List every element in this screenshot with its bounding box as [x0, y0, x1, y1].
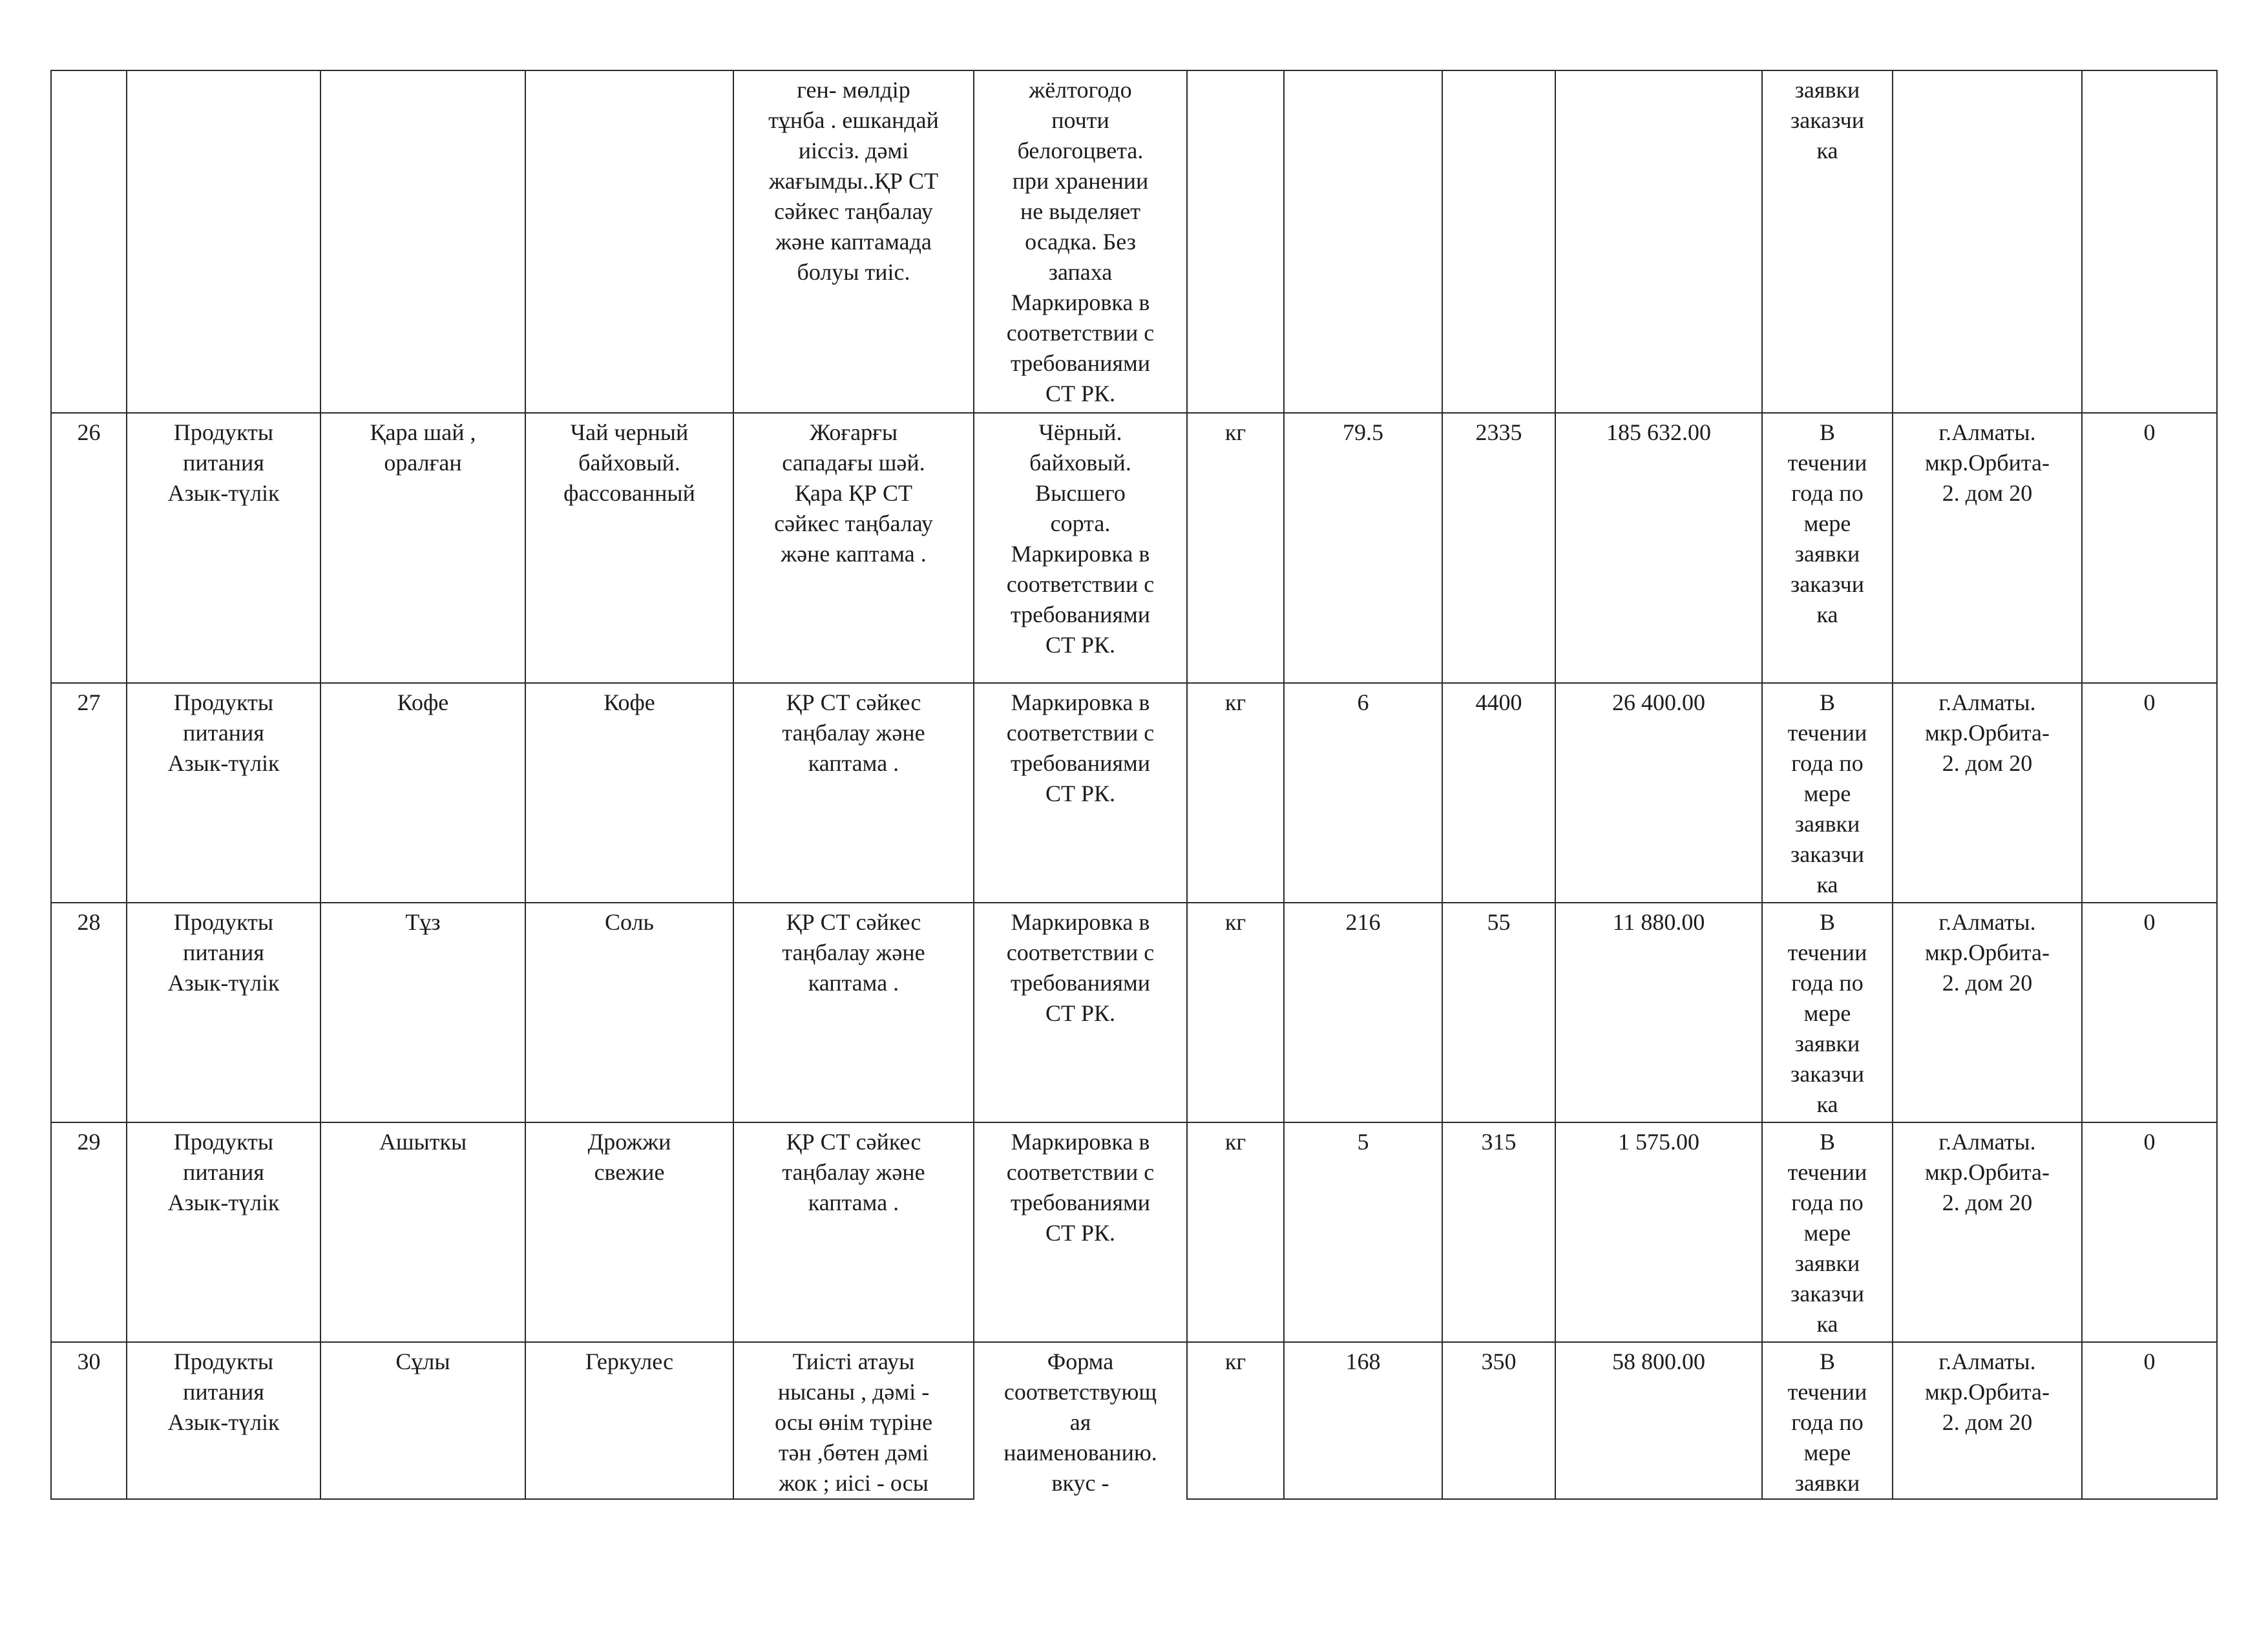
- cell-price: 4400: [1442, 683, 1555, 903]
- cell-spec-ru: Маркировка в соответствии с требованиями СТ РК.: [974, 903, 1187, 1122]
- procurement-table: [50, 70, 2218, 1500]
- cell-sum: 58 800.00: [1555, 1342, 1762, 1499]
- cell-qty: 216: [1284, 903, 1442, 1122]
- cell-num: 28: [51, 903, 127, 1122]
- cell-qty: [1284, 70, 1442, 413]
- table-row: [51, 1342, 2217, 1499]
- cell-term: В течении года по мере заявки заказчи ка: [1762, 413, 1893, 683]
- table-row: [51, 683, 2217, 903]
- cell-name-kz: Кофе: [320, 683, 525, 903]
- cell-unit: кг: [1187, 903, 1284, 1122]
- cell-name-kz: Қара шай , оралған: [320, 413, 525, 683]
- cell-term: В течении года по мере заявки заказчи ка: [1762, 903, 1893, 1122]
- cell-advance: 0: [2082, 683, 2217, 903]
- cell-category: Продукты питания Азык-түлік: [127, 1342, 320, 1499]
- cell-place: г.Алматы. мкр.Орбита- 2. дом 20: [1893, 683, 2082, 903]
- cell-spec-kz: ҚР СТ сәйкес таңбалау және каптама .: [733, 903, 974, 1122]
- cell-category: [127, 70, 320, 413]
- cell-place: [1893, 70, 2082, 413]
- cell-sum: 26 400.00: [1555, 683, 1762, 903]
- cell-advance: 0: [2082, 413, 2217, 683]
- cell-spec-kz: Тиісті атауы нысаны , дәмі - осы өнім түріне тән ,бөтен дәмі жок ; иісі - осы: [733, 1342, 974, 1499]
- cell-unit: кг: [1187, 1342, 1284, 1499]
- cell-advance: [2082, 70, 2217, 413]
- cell-price: [1442, 70, 1555, 413]
- cell-spec-ru: жёлтогодо почти белогоцвета. при хранении не выделяет осадка. Без запаха Маркировка в соответствии с требованиями СТ РК.: [974, 70, 1187, 413]
- cell-sum: 1 575.00: [1555, 1122, 1762, 1342]
- table-row: [51, 903, 2217, 1122]
- cell-category: Продукты питания Азык-түлік: [127, 413, 320, 683]
- cell-price: 315: [1442, 1122, 1555, 1342]
- cell-advance: 0: [2082, 903, 2217, 1122]
- table-row: [51, 1122, 2217, 1342]
- cell-unit: кг: [1187, 413, 1284, 683]
- cell-name-kz: Сұлы: [320, 1342, 525, 1499]
- cell-name-kz: [320, 70, 525, 413]
- cell-advance: 0: [2082, 1122, 2217, 1342]
- cell-num: 30: [51, 1342, 127, 1499]
- cell-sum: [1555, 70, 1762, 413]
- cell-category: Продукты питания Азык-түлік: [127, 683, 320, 903]
- cell-name-ru: Чай черный байховый. фассованный: [525, 413, 733, 683]
- cell-sum: 11 880.00: [1555, 903, 1762, 1122]
- cell-qty: 5: [1284, 1122, 1442, 1342]
- cell-spec-ru: Форма соответствующ ая наименованию. вкус -: [974, 1342, 1187, 1499]
- cell-spec-kz: ген- мөлдір тұнба . ешкандай иіссіз. дәмі жағымды..ҚР СТ сәйкес таңбалау және каптамада болуы тиіс.: [733, 70, 974, 413]
- cell-place: г.Алматы. мкр.Орбита- 2. дом 20: [1893, 1122, 2082, 1342]
- cell-name-ru: Дрожжи свежие: [525, 1122, 733, 1342]
- cell-spec-ru: Маркировка в соответствии с требованиями СТ РК.: [974, 683, 1187, 903]
- cell-place: г.Алматы. мкр.Орбита- 2. дом 20: [1893, 903, 2082, 1122]
- cell-name-ru: Кофе: [525, 683, 733, 903]
- cell-spec-ru: Маркировка в соответствии с требованиями СТ РК.: [974, 1122, 1187, 1342]
- cell-category: Продукты питания Азык-түлік: [127, 903, 320, 1122]
- cell-price: 350: [1442, 1342, 1555, 1499]
- cell-unit: кг: [1187, 1122, 1284, 1342]
- cell-spec-kz: ҚР СТ сәйкес таңбалау және каптама .: [733, 1122, 974, 1342]
- cell-qty: 168: [1284, 1342, 1442, 1499]
- cell-qty: 79.5: [1284, 413, 1442, 683]
- cell-place: г.Алматы. мкр.Орбита- 2. дом 20: [1893, 1342, 2082, 1499]
- cell-unit: кг: [1187, 683, 1284, 903]
- cell-category: Продукты питания Азык-түлік: [127, 1122, 320, 1342]
- cell-sum: 185 632.00: [1555, 413, 1762, 683]
- cell-term: В течении года по мере заявки заказчи ка: [1762, 1122, 1893, 1342]
- cell-place: г.Алматы. мкр.Орбита- 2. дом 20: [1893, 413, 2082, 683]
- cell-name-ru: [525, 70, 733, 413]
- cell-spec-kz: ҚР СТ сәйкес таңбалау және каптама .: [733, 683, 974, 903]
- cell-name-ru: Соль: [525, 903, 733, 1122]
- cell-spec-ru: Чёрный. байховый. Высшего сорта. Маркировка в соответствии с требованиями СТ РК.: [974, 413, 1187, 683]
- cell-term: В течении года по мере заявки: [1762, 1342, 1893, 1499]
- table-row: [51, 70, 2217, 413]
- cell-name-ru: Геркулес: [525, 1342, 733, 1499]
- table-row: [51, 413, 2217, 683]
- cell-name-kz: Ашыткы: [320, 1122, 525, 1342]
- cell-spec-kz: Жоғарғы сападағы шәй. Қара ҚР СТ сәйкес таңбалау және каптама .: [733, 413, 974, 683]
- cell-qty: 6: [1284, 683, 1442, 903]
- cell-num: 27: [51, 683, 127, 903]
- cell-advance: 0: [2082, 1342, 2217, 1499]
- cell-num: 29: [51, 1122, 127, 1342]
- cell-name-kz: Тұз: [320, 903, 525, 1122]
- cell-price: 2335: [1442, 413, 1555, 683]
- cell-unit: [1187, 70, 1284, 413]
- cell-num: 26: [51, 413, 127, 683]
- cell-term: заявки заказчи ка: [1762, 70, 1893, 413]
- cell-term: В течении года по мере заявки заказчи ка: [1762, 683, 1893, 903]
- cell-price: 55: [1442, 903, 1555, 1122]
- cell-num: [51, 70, 127, 413]
